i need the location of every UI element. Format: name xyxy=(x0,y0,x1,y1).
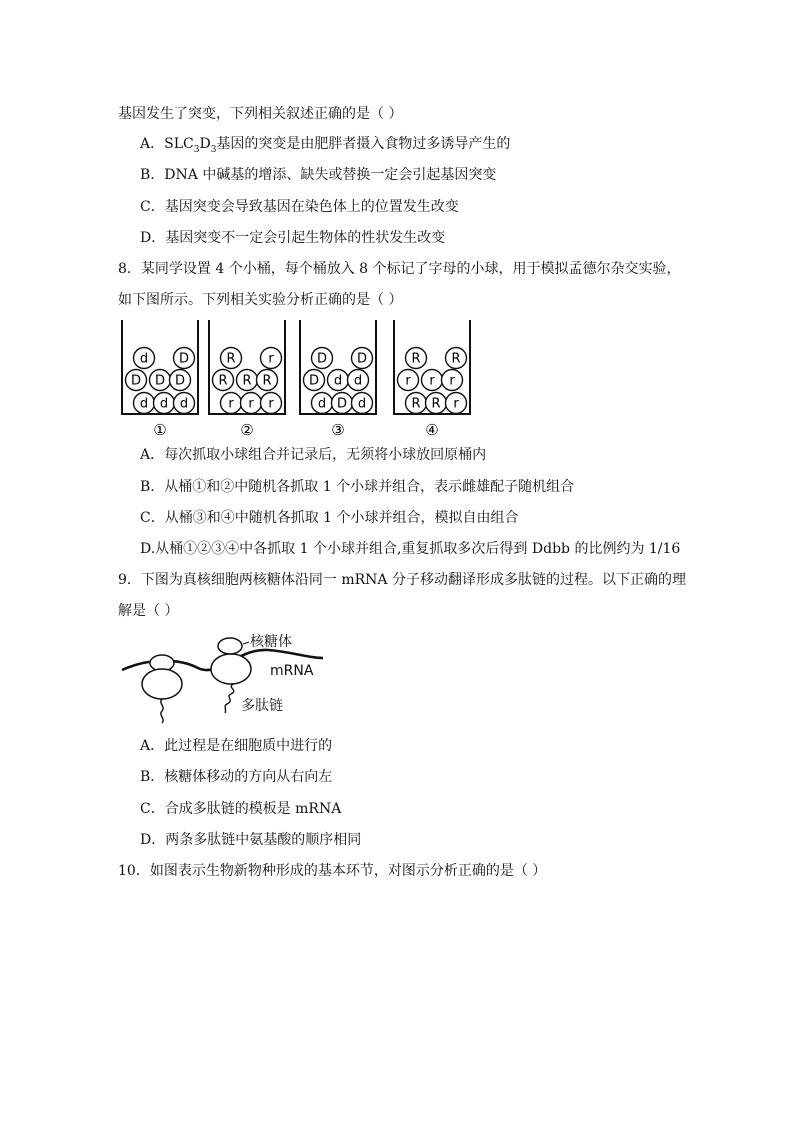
q8-option-b: B．从桶①和②中随机各抓取 1 个小球并组合，表示雌雄配子随机组合 xyxy=(140,479,575,495)
q9-stem-line1: 9．下图为真核细胞两核糖体沿同一 mRNA 分子移动翻译形成多肽链的过程。以下正确的理 xyxy=(118,572,686,588)
ball-label: r xyxy=(248,396,254,412)
ball-label: d xyxy=(353,373,363,389)
ball-label: R xyxy=(431,396,441,412)
ball-label: d xyxy=(159,396,169,412)
ball-label: d xyxy=(357,396,367,412)
buckets-figure xyxy=(118,316,478,442)
ball-label: r xyxy=(449,373,455,389)
ball-label: D xyxy=(336,396,348,412)
ribosome-large-subunit-1 xyxy=(142,669,182,699)
bucket-2 xyxy=(209,320,285,439)
bucket-number-label: ③ xyxy=(331,421,345,439)
polypeptide-label: 多肽链 xyxy=(241,698,283,714)
ball-label: R xyxy=(451,351,461,367)
ribosome-small-subunit-2 xyxy=(218,638,242,654)
ball-label: r xyxy=(453,396,459,412)
ball-label: D xyxy=(178,351,190,367)
ball-label: D xyxy=(316,351,328,367)
ball-label: D xyxy=(154,373,166,389)
bucket-number-label: ② xyxy=(240,421,254,439)
ball-label: d xyxy=(139,351,149,367)
q10-stem: 10．如图表示生物新物种形成的基本环节，对图示分析正确的是（ ） xyxy=(118,863,547,879)
q9-option-b: B．核糖体移动的方向从右向左 xyxy=(140,769,333,785)
q9-stem-line2: 解是（ ） xyxy=(118,603,179,619)
bucket-4 xyxy=(394,320,470,439)
q7-option-d: D．基因突变不一定会引起生物体的性状发生改变 xyxy=(140,230,446,246)
q7-option-b: B．DNA 中碱基的增添、缺失或替换一定会引起基因突变 xyxy=(140,167,497,183)
polypeptide-1 xyxy=(161,699,163,723)
q7-option-a: A．$SLC_3D_3$基因的突变是由肥胖者摄入食物过多诱导产生的 xyxy=(140,136,511,155)
ball-label: R xyxy=(262,373,272,389)
ball-label: r xyxy=(268,396,274,412)
ball-label: d xyxy=(317,396,327,412)
ribosome-large-subunit-2 xyxy=(211,654,251,684)
ball-label: d xyxy=(139,396,149,412)
bucket-number-label: ① xyxy=(153,421,167,439)
ball-label: R xyxy=(411,396,421,412)
ball-label: R xyxy=(411,351,421,367)
ball-label: r xyxy=(228,396,234,412)
bucket-1 xyxy=(122,320,198,439)
bucket-3 xyxy=(300,320,376,439)
q8-option-c: C．从桶③和④中随机各抓取 1 个小球并组合，模拟自由组合 xyxy=(140,510,519,526)
bucket-number-label: ④ xyxy=(425,421,439,439)
ball-label: R xyxy=(218,373,228,389)
mrna-label: mRNA xyxy=(270,663,314,679)
ball-label: D xyxy=(356,351,368,367)
ball-label: r xyxy=(405,373,411,389)
ball-label: D xyxy=(130,373,142,389)
ribosome-label: 核糖体 xyxy=(250,634,292,650)
ball-label: d xyxy=(333,373,343,389)
ball-label: d xyxy=(179,396,189,412)
q8-option-d: D.从桶①②③④中各抓取 1 个小球并组合,重复抓取多次后得到 Ddbb 的比例约为 1/16 xyxy=(140,541,681,557)
q9-option-c: C．合成多肽链的模板是 mRNA xyxy=(140,801,342,817)
ball-label: D xyxy=(308,373,320,389)
ball-label: r xyxy=(429,373,435,389)
q9-option-a: A．此过程是在细胞质中进行的 xyxy=(140,738,333,754)
q7-option-c: C．基因突变会导致基因在染色体上的位置发生改变 xyxy=(140,199,459,215)
q7-stem: 基因发生了突变，下列相关叙述正确的是（ ） xyxy=(118,106,403,122)
q9-option-d: D．两条多肽链中氨基酸的顺序相同 xyxy=(140,832,362,848)
ball-label: R xyxy=(226,351,236,367)
q8-stem-line1: 8．某同学设置 4 个小桶，每个桶放入 8 个标记了字母的小球，用于模拟孟德尔杂交实验， xyxy=(118,261,681,277)
q8-option-a: A．每次抓取小球组合并记录后，无须将小球放回原桶内 xyxy=(140,447,487,463)
q8-stem-line2: 如下图所示。下列相关实验分析正确的是（ ） xyxy=(118,292,403,308)
ball-label: r xyxy=(268,351,274,367)
ribosome-diagram xyxy=(118,628,338,724)
ball-label: R xyxy=(242,373,252,389)
polypeptide-2 xyxy=(225,684,234,713)
ball-label: D xyxy=(174,373,186,389)
